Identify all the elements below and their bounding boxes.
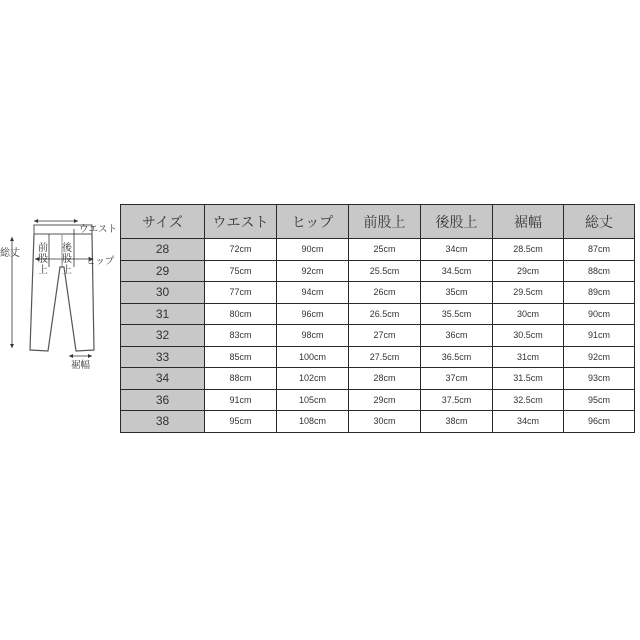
header-back-rise: 後股上 <box>421 205 493 239</box>
header-hem-width: 裾幅 <box>493 205 564 239</box>
cell-size: 34 <box>121 368 205 390</box>
cell-back-rise: 37cm <box>421 368 493 390</box>
cell-hip: 105cm <box>277 389 349 411</box>
cell-front-rise: 26.5cm <box>349 303 421 325</box>
header-total-length: 総丈 <box>564 205 635 239</box>
cell-size: 28 <box>121 239 205 261</box>
cell-waist: 75cm <box>205 260 277 282</box>
cell-hip: 100cm <box>277 346 349 368</box>
cell-back-rise: 34.5cm <box>421 260 493 282</box>
cell-hip: 92cm <box>277 260 349 282</box>
cell-waist: 85cm <box>205 346 277 368</box>
pants-measurement-diagram <box>0 215 125 375</box>
cell-front-rise: 25.5cm <box>349 260 421 282</box>
cell-waist: 83cm <box>205 325 277 347</box>
cell-hem-width: 30cm <box>493 303 564 325</box>
table-row <box>121 303 635 325</box>
cell-total-length: 93cm <box>564 368 635 390</box>
cell-hem-width: 29cm <box>493 260 564 282</box>
cell-hem-width: 28.5cm <box>493 239 564 261</box>
cell-back-rise: 35.5cm <box>421 303 493 325</box>
table-row <box>121 389 635 411</box>
pants-outline-icon <box>0 215 125 375</box>
cell-total-length: 90cm <box>564 303 635 325</box>
cell-hip: 90cm <box>277 239 349 261</box>
cell-hem-width: 31.5cm <box>493 368 564 390</box>
cell-total-length: 91cm <box>564 325 635 347</box>
cell-back-rise: 38cm <box>421 411 493 433</box>
cell-hem-width: 32.5cm <box>493 389 564 411</box>
table-header-row <box>121 205 635 239</box>
cell-size: 30 <box>121 282 205 304</box>
cell-size: 38 <box>121 411 205 433</box>
header-front-rise: 前股上 <box>349 205 421 239</box>
front-rise-label: 前 股 上 <box>38 243 48 276</box>
cell-waist: 95cm <box>205 411 277 433</box>
cell-front-rise: 27.5cm <box>349 346 421 368</box>
cell-hip: 94cm <box>277 282 349 304</box>
header-hip: ヒップ <box>277 205 349 239</box>
cell-total-length: 89cm <box>564 282 635 304</box>
cell-size: 29 <box>121 260 205 282</box>
waist-label: ウエスト <box>79 224 118 235</box>
cell-total-length: 92cm <box>564 346 635 368</box>
table-body <box>121 239 635 433</box>
cell-size: 33 <box>121 346 205 368</box>
table-row <box>121 368 635 390</box>
cell-total-length: 95cm <box>564 389 635 411</box>
back-rise-label: 後 股 上 <box>62 243 72 276</box>
cell-front-rise: 28cm <box>349 368 421 390</box>
table-row <box>121 239 635 261</box>
cell-total-length: 87cm <box>564 239 635 261</box>
table-row <box>121 346 635 368</box>
cell-size: 32 <box>121 325 205 347</box>
cell-waist: 80cm <box>205 303 277 325</box>
cell-front-rise: 30cm <box>349 411 421 433</box>
table-row <box>121 260 635 282</box>
cell-back-rise: 37.5cm <box>421 389 493 411</box>
cell-front-rise: 26cm <box>349 282 421 304</box>
cell-total-length: 96cm <box>564 411 635 433</box>
hem-width-label: 裾幅 <box>71 360 91 371</box>
cell-back-rise: 36cm <box>421 325 493 347</box>
cell-back-rise: 35cm <box>421 282 493 304</box>
cell-back-rise: 36.5cm <box>421 346 493 368</box>
cell-front-rise: 27cm <box>349 325 421 347</box>
cell-waist: 91cm <box>205 389 277 411</box>
table-row <box>121 282 635 304</box>
cell-front-rise: 29cm <box>349 389 421 411</box>
table-row <box>121 325 635 347</box>
cell-hem-width: 31cm <box>493 346 564 368</box>
cell-back-rise: 34cm <box>421 239 493 261</box>
size-chart-table <box>120 204 635 433</box>
cell-hem-width: 29.5cm <box>493 282 564 304</box>
cell-hem-width: 30.5cm <box>493 325 564 347</box>
cell-hip: 96cm <box>277 303 349 325</box>
cell-hip: 102cm <box>277 368 349 390</box>
cell-waist: 88cm <box>205 368 277 390</box>
cell-total-length: 88cm <box>564 260 635 282</box>
header-size: サイズ <box>121 205 205 239</box>
cell-waist: 72cm <box>205 239 277 261</box>
table-row <box>121 411 635 433</box>
cell-hip: 98cm <box>277 325 349 347</box>
cell-size: 31 <box>121 303 205 325</box>
total-length-label: 総丈 <box>0 248 20 259</box>
hip-label: ヒップ <box>86 256 115 267</box>
cell-front-rise: 25cm <box>349 239 421 261</box>
cell-waist: 77cm <box>205 282 277 304</box>
header-waist: ウエスト <box>205 205 277 239</box>
cell-size: 36 <box>121 389 205 411</box>
cell-hem-width: 34cm <box>493 411 564 433</box>
cell-hip: 108cm <box>277 411 349 433</box>
